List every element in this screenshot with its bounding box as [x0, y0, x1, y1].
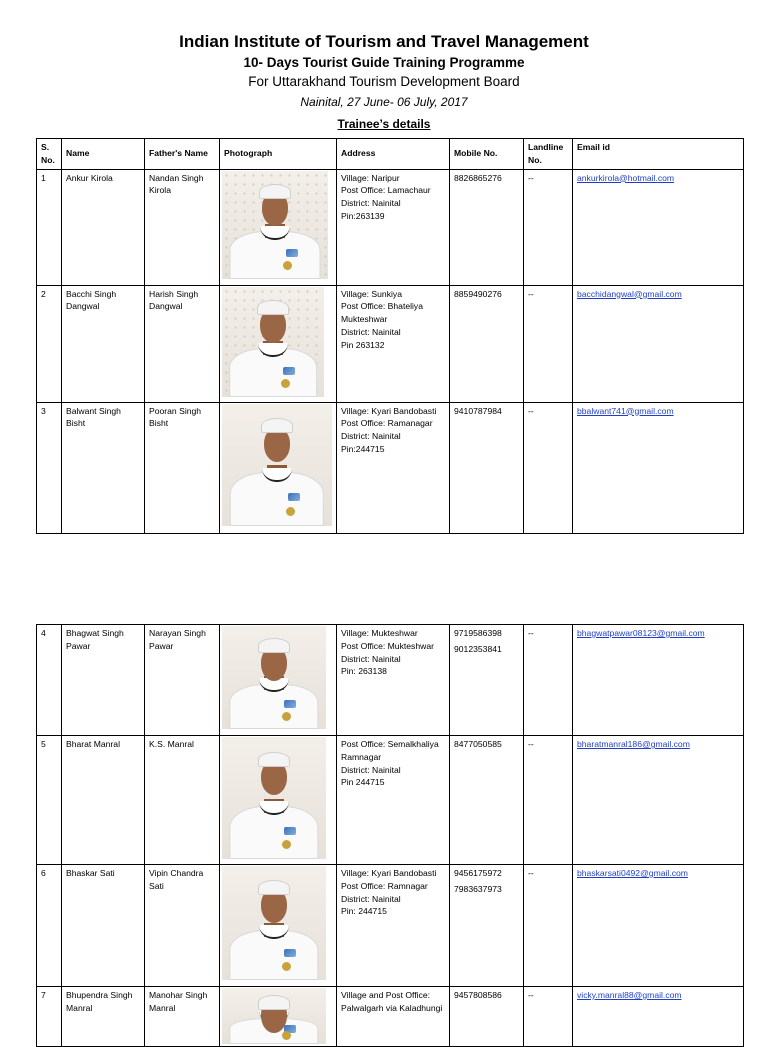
- cell-address: [337, 987, 450, 1047]
- address-line: Pin:263139: [341, 210, 385, 221]
- cell-name: Ankur Kirola: [62, 169, 145, 285]
- address-line: District: Nainital: [341, 764, 401, 775]
- mobile-number: 9410787984: [454, 405, 502, 416]
- email-link[interactable]: bhagwatpawar08123@gmail.com: [577, 628, 705, 638]
- address-line: Village and Post Office: Palwalgarh via Kaladhungi: [341, 990, 443, 1013]
- mobile-number: 7983637973: [454, 883, 502, 894]
- cell-name: Balwant Singh Bisht: [62, 402, 145, 533]
- cell-mobile: [450, 285, 524, 402]
- cell-landline: --: [524, 285, 573, 402]
- cell-mobile: [450, 987, 524, 1047]
- trainee-photo: [222, 404, 332, 526]
- col-father: Father's Name: [145, 139, 220, 170]
- badge-icon: [281, 379, 290, 388]
- cell-email: [573, 625, 744, 736]
- cell-address: [337, 285, 450, 402]
- email-link[interactable]: bacchidangwal@gmail.com: [577, 288, 682, 299]
- cell-landline: --: [524, 169, 573, 285]
- cell-father-name: K.S. Manral: [145, 736, 220, 865]
- cell-photograph: [220, 285, 337, 402]
- trainee-table-2: [36, 624, 744, 1047]
- email-link[interactable]: bbalwant741@gmail.com: [577, 405, 674, 416]
- cell-father-name: Narayan Singh Pawar: [145, 625, 220, 736]
- table-header-row: [37, 139, 744, 170]
- trainee-photo: [222, 737, 326, 859]
- address-line: District: Nainital: [341, 653, 401, 664]
- cell-address: [337, 169, 450, 285]
- email-link[interactable]: bharatmanral186@gmail.com: [577, 739, 690, 749]
- cell-landline: --: [524, 625, 573, 736]
- table-row: [37, 169, 744, 285]
- cell-sno: 6: [37, 865, 62, 987]
- mobile-number: 9456175972: [454, 868, 502, 878]
- cell-father-name: Manohar Singh Manral: [145, 987, 220, 1047]
- programme-title: 10- Days Tourist Guide Training Programme: [243, 55, 525, 70]
- cell-photograph: [220, 987, 337, 1047]
- location-date: Nainital, 27 June- 06 July, 2017: [300, 95, 468, 109]
- cell-photograph: [220, 402, 337, 533]
- mobile-number: 8477050585: [454, 739, 502, 749]
- address-line: Post Office: Semalkhaliya Ramnagar: [341, 739, 439, 762]
- cell-address: [337, 625, 450, 736]
- address-line: Village: Kyari Bandobasti: [341, 405, 437, 416]
- board-title: For Uttarakhand Tourism Development Board: [248, 74, 520, 89]
- trainee-photo: [222, 866, 326, 980]
- trainee-photo: [222, 171, 328, 279]
- cell-sno: 4: [37, 625, 62, 736]
- address-line: Post Office: Ramanagar: [341, 418, 433, 429]
- cell-name: Bhupendra Singh Manral: [62, 987, 145, 1047]
- address-line: Post Office: Bhateliya Mukteshwar: [341, 301, 424, 325]
- table-row: [37, 285, 744, 402]
- uniform-logo-icon: [283, 367, 295, 375]
- mobile-number: 9012353841: [454, 643, 502, 654]
- address-line: District: Nainital: [341, 326, 401, 337]
- cell-father-name: Pooran Singh Bisht: [145, 402, 220, 533]
- cell-email: [573, 865, 744, 987]
- table-row: [37, 736, 744, 865]
- cell-mobile: [450, 736, 524, 865]
- cell-sno: 3: [37, 402, 62, 533]
- uniform-logo-icon: [286, 249, 298, 257]
- uniform-logo-icon: [284, 700, 296, 708]
- cell-address: [337, 865, 450, 987]
- cell-landline: --: [524, 736, 573, 865]
- address-line: Village: Kyari Bandobasti: [341, 868, 437, 878]
- trainee-table-1: [36, 138, 744, 534]
- email-link[interactable]: bhaskarsati0492@gmail.com: [577, 868, 688, 878]
- cell-name: Bacchi Singh Dangwal: [62, 285, 145, 402]
- cell-photograph: [220, 169, 337, 285]
- cell-mobile: [450, 625, 524, 736]
- cell-name: Bharat Manral: [62, 736, 145, 865]
- col-name: Name: [62, 139, 145, 170]
- email-link[interactable]: vicky.manral88@gmail.com: [577, 990, 682, 1000]
- col-sno: S. No.: [37, 139, 62, 170]
- address-line: District: Nainital: [341, 431, 401, 442]
- trainee-photo: [222, 988, 326, 1044]
- mobile-number: 9719586398: [454, 628, 502, 638]
- cell-mobile: [450, 865, 524, 987]
- cell-address: [337, 402, 450, 533]
- cell-email: [573, 402, 744, 533]
- cell-landline: --: [524, 987, 573, 1047]
- col-mobile: Mobile No.: [450, 139, 524, 170]
- trainee-photo: [222, 626, 326, 729]
- address-line: Post Office: Lamachaur: [341, 185, 431, 196]
- cell-email: [573, 987, 744, 1047]
- address-line: Pin 244715: [341, 777, 385, 788]
- address-line: Pin: 263138: [341, 666, 387, 677]
- cell-name: Bhaskar Sati: [62, 865, 145, 987]
- cell-father-name: Vipin Chandra Sati: [145, 865, 220, 987]
- address-line: District: Nainital: [341, 893, 401, 904]
- email-link[interactable]: ankurkirola@hotmail.com: [577, 172, 675, 183]
- cell-sno: 1: [37, 169, 62, 285]
- col-photo: Photograph: [220, 139, 337, 170]
- table-row: [37, 865, 744, 987]
- cell-photograph: [220, 625, 337, 736]
- trainee-photo: [222, 287, 324, 397]
- cell-mobile: [450, 169, 524, 285]
- document-title: Indian Institute of Tourism and Travel Management: [179, 32, 589, 51]
- badge-icon: [282, 1031, 291, 1040]
- cell-address: [337, 736, 450, 865]
- address-line: Pin 263132: [341, 339, 385, 350]
- table-row: [37, 987, 744, 1047]
- cell-name: Bhagwat Singh Pawar: [62, 625, 145, 736]
- col-email: Email id: [573, 139, 744, 170]
- table-row: [37, 402, 744, 533]
- cell-email: [573, 736, 744, 865]
- col-address: Address: [337, 139, 450, 170]
- cell-sno: 2: [37, 285, 62, 402]
- mobile-number: 8826865276: [454, 172, 502, 183]
- cell-sno: 5: [37, 736, 62, 865]
- address-line: Pin: 244715: [341, 906, 387, 917]
- address-line: Post Office: Mukteshwar: [341, 640, 434, 651]
- mobile-number: 8859490276: [454, 288, 502, 299]
- cell-landline: --: [524, 402, 573, 533]
- badge-icon: [286, 507, 295, 516]
- cell-landline: --: [524, 865, 573, 987]
- cell-email: [573, 169, 744, 285]
- cell-mobile: [450, 402, 524, 533]
- mobile-number: 9457808586: [454, 990, 502, 1000]
- table-row: [37, 625, 744, 736]
- uniform-logo-icon: [284, 827, 296, 835]
- col-landline: Landline No.: [524, 139, 573, 170]
- address-line: Village: Sunkiya: [341, 288, 402, 299]
- address-line: District: Nainital: [341, 198, 401, 209]
- cell-photograph: [220, 865, 337, 987]
- cell-email: [573, 285, 744, 402]
- section-heading: Trainee’s details: [337, 117, 431, 131]
- uniform-logo-icon: [288, 493, 300, 501]
- cell-sno: 7: [37, 987, 62, 1047]
- cell-father-name: Nandan Singh Kirola: [145, 169, 220, 285]
- address-line: Pin:244715: [341, 443, 385, 454]
- cell-photograph: [220, 736, 337, 865]
- address-line: Village: Mukteshwar: [341, 628, 418, 638]
- address-line: Post Office: Ramnagar: [341, 880, 428, 891]
- address-line: Village: Naripur: [341, 172, 400, 183]
- uniform-logo-icon: [284, 949, 296, 957]
- cell-father-name: Harish Singh Dangwal: [145, 285, 220, 402]
